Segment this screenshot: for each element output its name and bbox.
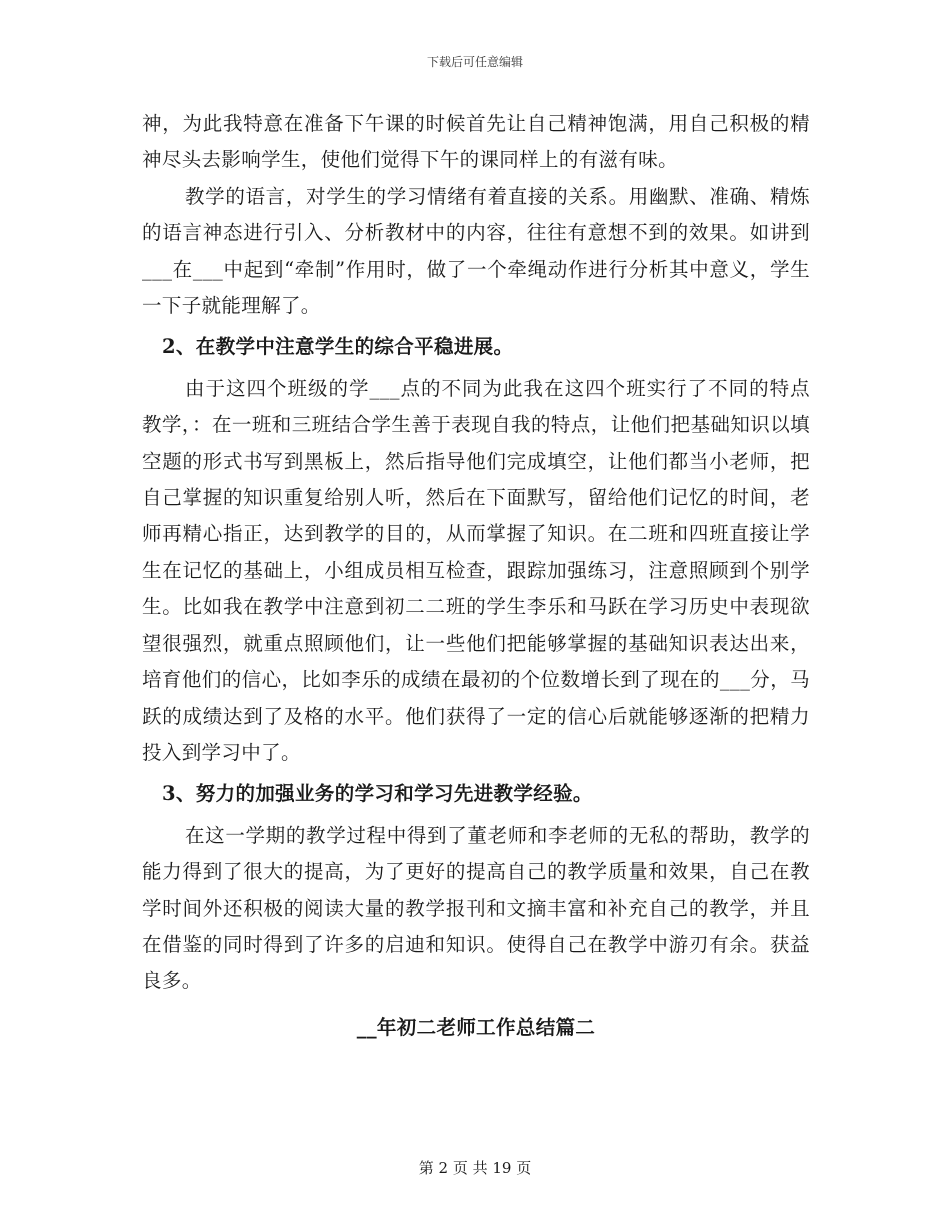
- paragraph-continuation: 神，为此我特意在准备下午课的时候首先让自己精神饱满，用自己积极的精神尽头去影响学生，使他们觉得下午的课同样上的有滋有味。: [142, 112, 810, 172]
- paragraph-class-differences: 由于这四个班级的学___点的不同为此我在这四个班实行了不同的特点教学，：在一班和三班结合学生善于表现自我的特点，让他们把基础知识以填空题的形式书写到黑板上，然后指导他们完成填空，让他们都当小老师，把自己掌握的知识重复给别人听，然后在下面默写，留给他们记忆的时间，老师再精心指正，达到教学的目的，从而掌握了知识。在二班和四班直接让学生在记忆的基础上，小组成员相互检查，跟踪加强练习，注意照顾到个别学生。比如我在教学中注意到初二二班的学生李乐和马跃在学习历史中表现欲望很强烈，就重点照顾他们，让一些他们把能够掌握的基础知识表达出来，培育他们的信心，比如李乐的成绩在最初的个位数增长到了现在的___分，马跃的成绩达到了及格的水平。他们获得了一定的信心后就能够逐渐的把精力投入到学习中了。: [142, 376, 810, 764]
- heading-point-3: 3、努力的加强业务的学习和学习先进教学经验。: [162, 782, 593, 806]
- page-header-note: 下载后可任意编辑: [426, 55, 523, 69]
- page-number-footer: 第 2 页 共 19 页: [418, 1159, 532, 1177]
- paragraph-professional-study: 在这一学期的教学过程中得到了董老师和李老师的无私的帮助，教学的能力得到了很大的提高，为了更好的提高自己的教学质量和效果，自己在教学时间外还积极的阅读大量的教学报刊和文摘丰富和补充自己的教学，并且在借鉴的同时得到了许多的启迪和知识。使得自己在教学中游刃有余。获益良多。: [142, 823, 810, 993]
- heading-point-2: 2、在教学中注意学生的综合平稳进展。: [162, 335, 514, 359]
- section-title: __年初二老师工作总结篇二: [356, 1015, 596, 1039]
- paragraph-teaching-language: 教学的语言，对学生的学习情绪有着直接的关系。用幽默、准确、精炼的语言神态进行引入、分析教材中的内容，往往有意想不到的效果。如讲到___在___中起到“牵制”作用时，做了一个牵绳动作进行分析其中意义，学生一下子就能理解了。: [142, 184, 810, 318]
- document-body: [142, 106, 810, 1046]
